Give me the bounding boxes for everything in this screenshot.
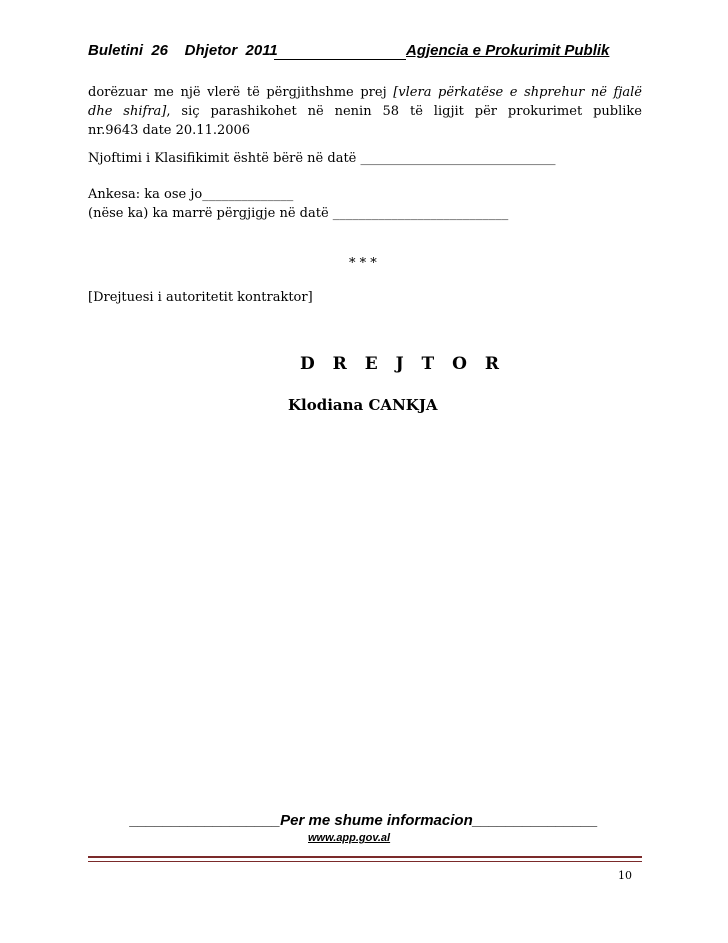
footer-info-text: Per me shume informacion bbox=[280, 812, 473, 829]
footer-divider-thin bbox=[88, 861, 642, 862]
header-agency-name: Agjencia e Prokurimit Publik bbox=[406, 42, 610, 59]
footer-left-underline: __________________ bbox=[130, 812, 281, 829]
director-name: Klodiana CANKJA bbox=[288, 396, 438, 414]
director-title: D R E J T O R bbox=[300, 354, 505, 374]
paragraph-line-2-text: , siç parashikohet në nenin 58 të ligjit për prokurimet publike bbox=[166, 104, 642, 119]
complaint-line: Ankesa: ka ose jo______________ bbox=[88, 187, 294, 202]
paragraph-line-1 bbox=[88, 83, 642, 102]
contracting-authority-head-placeholder: [Drejtuesi i autoritetit kontraktor] bbox=[88, 290, 313, 305]
paragraph-line-2-italic: dhe shifra] bbox=[88, 104, 167, 119]
section-separator-stars: * * * bbox=[349, 256, 377, 271]
header-underline bbox=[274, 59, 406, 60]
page-number: 10 bbox=[618, 869, 632, 882]
paragraph-line-3: nr.9643 date 20.11.2006 bbox=[88, 123, 251, 138]
footer-website-link[interactable]: www.app.gov.al bbox=[308, 832, 391, 844]
footer-right-underline: _______________ bbox=[472, 812, 598, 829]
response-date-line: (nëse ka) ka marrë përgjigje në datë ___________________________ bbox=[88, 206, 509, 221]
paragraph-line-1-text: dorëzuar me një vlerë të përgjithshme prej bbox=[88, 85, 394, 100]
paragraph-value-statement bbox=[88, 83, 642, 140]
paragraph-line-1-italic: [vlera përkatëse e shprehur në fjalë bbox=[393, 85, 642, 100]
footer-info-line bbox=[130, 812, 598, 829]
classification-notice-line: Njoftimi i Klasifikimit është bërë në datë ______________________________ bbox=[88, 151, 556, 166]
paragraph-line-2 bbox=[88, 102, 642, 121]
page-header bbox=[88, 42, 642, 64]
header-bulletin-date: Buletini 26 Dhjetor 2011 bbox=[88, 42, 278, 59]
footer-divider-thick bbox=[88, 856, 642, 858]
